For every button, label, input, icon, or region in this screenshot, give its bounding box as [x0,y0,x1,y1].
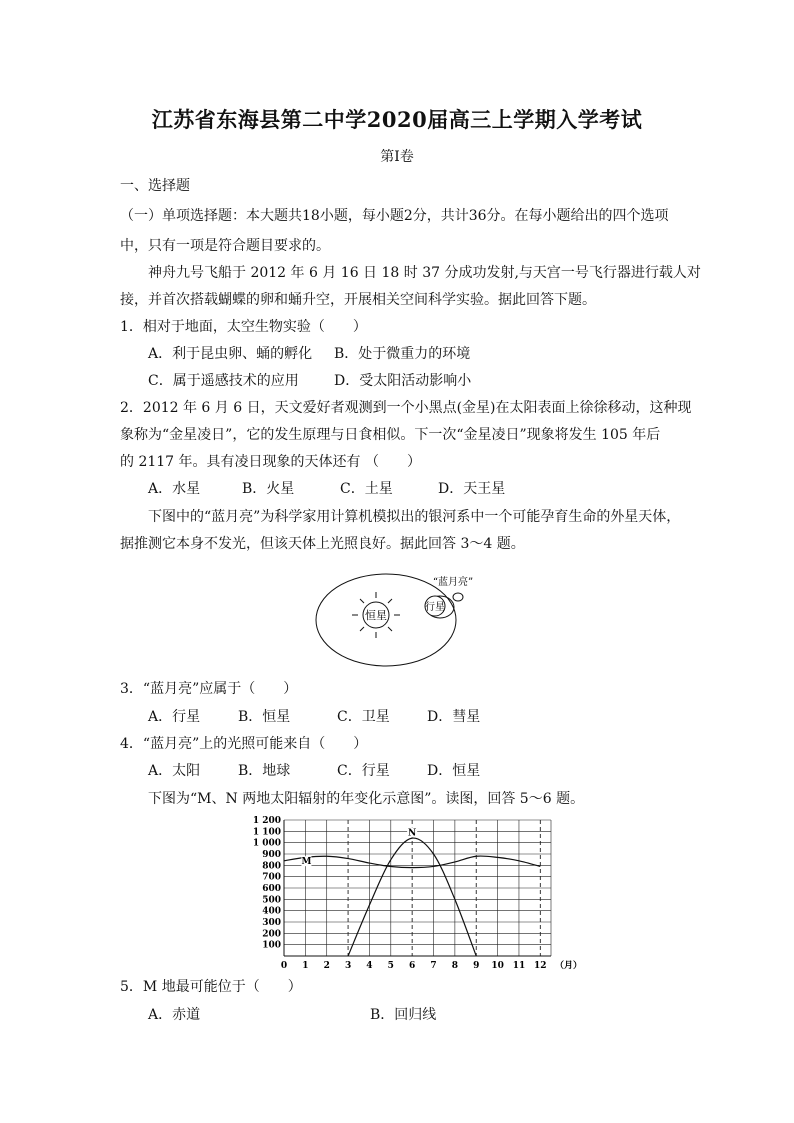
question-3-stem: 3．“蓝月亮”应属于（ ） [120,681,298,697]
question-4-option-c: C．行星 [337,763,390,779]
orbit-diagram [300,566,500,670]
y-tick-label: 700 [262,872,281,883]
question-3-option-c: C．卫星 [337,709,390,725]
y-tick-label: 200 [262,929,281,940]
section-heading: 一、选择题 [120,178,190,194]
question-1-option-c: C．属于遥感技术的应用 [148,373,299,389]
question-2-option-d: D．天王星 [438,481,506,497]
y-tick-label: 1 000 [252,838,281,849]
y-tick-label: 900 [262,850,281,860]
question-4-stem: 4．“蓝月亮”上的光照可能来自（ ） [120,736,368,752]
y-tick-label: 1 200 [252,816,281,826]
x-tick-label: 9 [473,961,480,971]
x-tick-label: 3 [344,961,352,971]
blue-moon-icon [453,593,463,601]
question-4-option-d: D．恒星 [427,763,481,779]
question-3-option-b: B．恒星 [238,709,291,725]
x-axis-label: （月） [555,961,583,971]
x-tick-label: 0 [280,961,288,971]
question-2-stem: 2．2012 年 6 月 6 日，天文爱好者观测到一个小黑点(金星)在太阳表面上徐徐移动，这种现 [120,400,692,416]
x-tick-label: 2 [323,961,330,971]
passage-text: 下图中的“蓝月亮”为科学家用计算机模拟出的银河系中一个可能孕育生命的外星天体， [148,509,681,525]
x-tick-label: 6 [409,961,416,971]
planet-label: 行星 [425,602,445,613]
question-1-stem: 1．相对于地面，太空生物实验（ ） [120,319,367,335]
star-label: 恒星 [365,609,387,622]
x-tick-label: 5 [387,961,394,971]
x-tick-label: 1 [302,961,309,971]
question-2-option-a: A．水星 [148,481,201,497]
question-2-option-b: B．火星 [242,481,295,497]
question-1-option-b: B．处于微重力的环境 [334,346,471,362]
section-intro: 中，只有一项是符合题目要求的。 [120,238,330,254]
question-2-option-c: C．土星 [340,481,393,497]
question-1-option-a: A．利于昆虫卵、蛹的孵化 [148,346,313,362]
x-tick-label: 10 [491,961,504,971]
y-tick-label: 500 [262,895,281,906]
y-tick-label: 1 100 [252,827,281,838]
passage-text: 神舟九号飞船于 2012 年 6 月 16 日 18 时 37 分成功发射,与天宫一号飞行器进行载人对 [148,265,701,281]
passage-text: 下图为“M、N 两地太阳辐射的年变化示意图”。读图，回答 5～6 题。 [148,791,585,807]
series-label: M [301,857,312,868]
x-tick-label: 7 [430,961,437,971]
solar-radiation-chart [250,812,590,974]
y-tick-label: 800 [262,861,281,872]
y-tick-label: 300 [262,918,281,928]
question-5-option-b: B．回归线 [370,1007,437,1023]
question-4-option-a: A．太阳 [148,763,201,779]
x-tick-label: 12 [534,961,547,971]
question-5-option-a: A．赤道 [148,1007,201,1023]
x-tick-label: 11 [512,961,526,971]
volume-label: 第Ⅰ卷 [380,149,414,165]
question-2-stem: 象称为“金星凌日”，它的发生原理与日食相似。下一次“金星凌日”现象将发生 105 年后 [120,427,661,443]
question-2-stem: 的 2117 年。具有凌日现象的天体还有 （ ） [120,454,421,470]
section-intro: （一）单项选择题：本大题共18小题，每小题2分，共计36分。在每小题给出的四个选项 [120,208,669,224]
series-label: N [408,828,417,839]
y-tick-label: 100 [262,940,281,951]
passage-text: 据推测它本身不发光，但该天体上光照良好。据此回答 3～4 题。 [120,536,525,552]
x-tick-label: 4 [366,961,373,971]
question-4-option-b: B．地球 [238,763,291,779]
question-5-stem: 5．M 地最可能位于（ ） [120,979,302,995]
passage-text: 接，并首次搭载蝴蝶的卵和蛹升空，开展相关空间科学实验。据此回答下题。 [120,292,596,308]
question-3-option-d: D．彗星 [427,709,481,725]
x-tick-label: 8 [451,961,459,971]
y-tick-label: 400 [262,906,281,917]
page-title: 江苏省东海县第二中学2020届高三上学期入学考试 [151,107,643,132]
question-1-option-d: D．受太阳活动影响小 [334,373,472,389]
blue-moon-label: “蓝月亮” [432,577,474,588]
question-3-option-a: A．行星 [148,709,201,725]
y-tick-label: 600 [262,884,281,894]
